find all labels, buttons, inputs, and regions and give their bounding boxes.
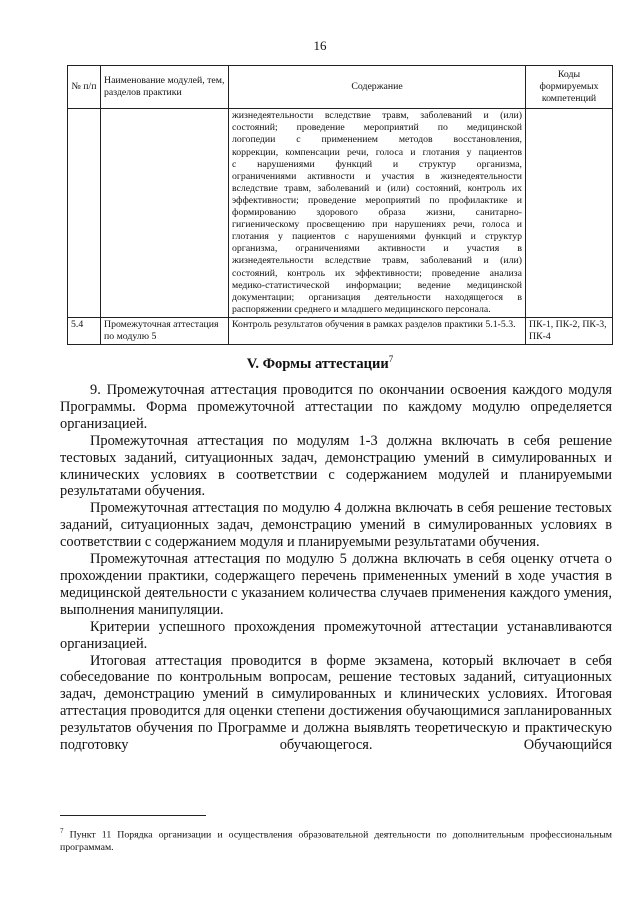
body-text [60, 382, 612, 754]
cell-name-empty [101, 109, 229, 318]
paragraph: Критерии успешного прохождения промежуточной аттестации устанавливаются организацией. [60, 618, 612, 652]
section-heading [0, 354, 640, 373]
content-line: документации; организация деятельности находящегося в [232, 291, 522, 303]
content-line: глотания у пациентов с нарушениями функций и структур [232, 231, 522, 243]
content-line: гигиеническому просвещению при нарушениях речи, голоса и [232, 219, 522, 231]
content-line: формированию здорового образа жизни, санитарно- [232, 207, 522, 219]
cell-codes-empty [526, 109, 613, 318]
footnote-text: Пункт 11 Порядка организации и осуществления образовательной деятельности по дополнительным профессиональным программам. [60, 829, 612, 854]
table-row [68, 317, 613, 344]
content-line: эффективности; проведение мероприятий по профилактике и [232, 194, 522, 206]
footnote-ref: 7 [388, 354, 394, 364]
content-line: вследствие травм, заболеваний и (или) состояний, контроль их [232, 182, 522, 194]
row-5-4-num: 5.4 [68, 317, 101, 344]
header-content: Содержание [229, 66, 526, 109]
content-line: медико-статистической информации; ведение медицинской [232, 279, 522, 291]
content-line: ограничениями активности и участия в жизнедеятельности [232, 170, 522, 182]
page-number: 16 [313, 38, 327, 53]
header-name: Наименование модулей, тем, разделов практики [101, 66, 229, 109]
content-line: коррекции, компенсации речи, голоса и глотания у пациентов [232, 146, 522, 158]
paragraph: Промежуточная аттестация по модулю 4 должна включать в себя решение тестовых заданий, ситуационных задач, демонстрацию умений в симулированных условиях в соответствии с содержанием модуля и планируемыми результатами обучения. [60, 500, 612, 551]
table-row [68, 109, 613, 318]
header-codes: Коды формируемых компетенций [526, 66, 613, 109]
paragraph: Промежуточная аттестация по модулям 1-3 должна включать в себя решение тестовых заданий, ситуационных задач, демонстрацию умений в симулированных и клинических условиях в соответствии с содержанием модулей и планируемыми результатами обучения. [60, 432, 612, 500]
content-line: состояний, контроль их эффективности; проведение анализа [232, 267, 522, 279]
content-line: с нарушениями функций и структур организма, [232, 158, 522, 170]
row-5-4-codes: ПК-1, ПК-2, ПК-3, ПК-4 [526, 317, 613, 344]
cell-num-empty [68, 109, 101, 318]
footnote [60, 825, 612, 854]
program-table [67, 65, 613, 345]
row-5-4-content: Контроль результатов обучения в рамках разделов практики 5.1-5.3. [229, 317, 526, 344]
header-num: № п/п [68, 66, 101, 109]
content-line: распоряжении среднего и младшего медицинского персонала. [232, 303, 491, 315]
footnote-mark: 7 [60, 827, 64, 835]
paragraph: 9. Промежуточная аттестация проводится по окончании освоения каждого модуля Программы. Форма промежуточной аттестации по каждому модулю определяется организацией. [60, 382, 612, 432]
paragraph: Промежуточная аттестация по модулю 5 должна включать в себя оценку отчета о прохождении практики, содержащего перечень примененных умений в ходе участия в медицинской деятельности с указанием количества случаев применения каждого умения, выполнения манипуляции. [60, 551, 612, 618]
row-5-4-name: Промежуточная аттестация по модулю 5 [101, 317, 229, 344]
content-continuation [229, 109, 526, 318]
content-line: жизнедеятельности вследствие травм, заболеваний и (или) [232, 110, 522, 122]
footnote-divider [60, 815, 206, 816]
content-line: состояний; проведение мероприятий по медицинской [232, 122, 522, 134]
content-line: жизнедеятельности вследствие травм, заболеваний и (или) [232, 255, 522, 267]
paragraph: Итоговая аттестация проводится в форме экзамена, который включает в себя собеседование по контрольным вопросам, решение тестовых заданий, ситуационных задач, демонстрацию умений в симулированных и клинических условиях. Итоговая аттестация проводится для оценки степени достижения обучающимися запланированных результатов обучения по Программе и должна выявлять теоретическую и практическую подготовку обучающегося. Обучающийся [60, 652, 612, 754]
table-header-row [68, 66, 613, 109]
content-line: логопедии с применением методов восстановления, [232, 134, 522, 146]
section-title: V. Формы аттестации [246, 355, 389, 372]
content-line: организма, ограничениями активности и участия в [232, 243, 522, 255]
